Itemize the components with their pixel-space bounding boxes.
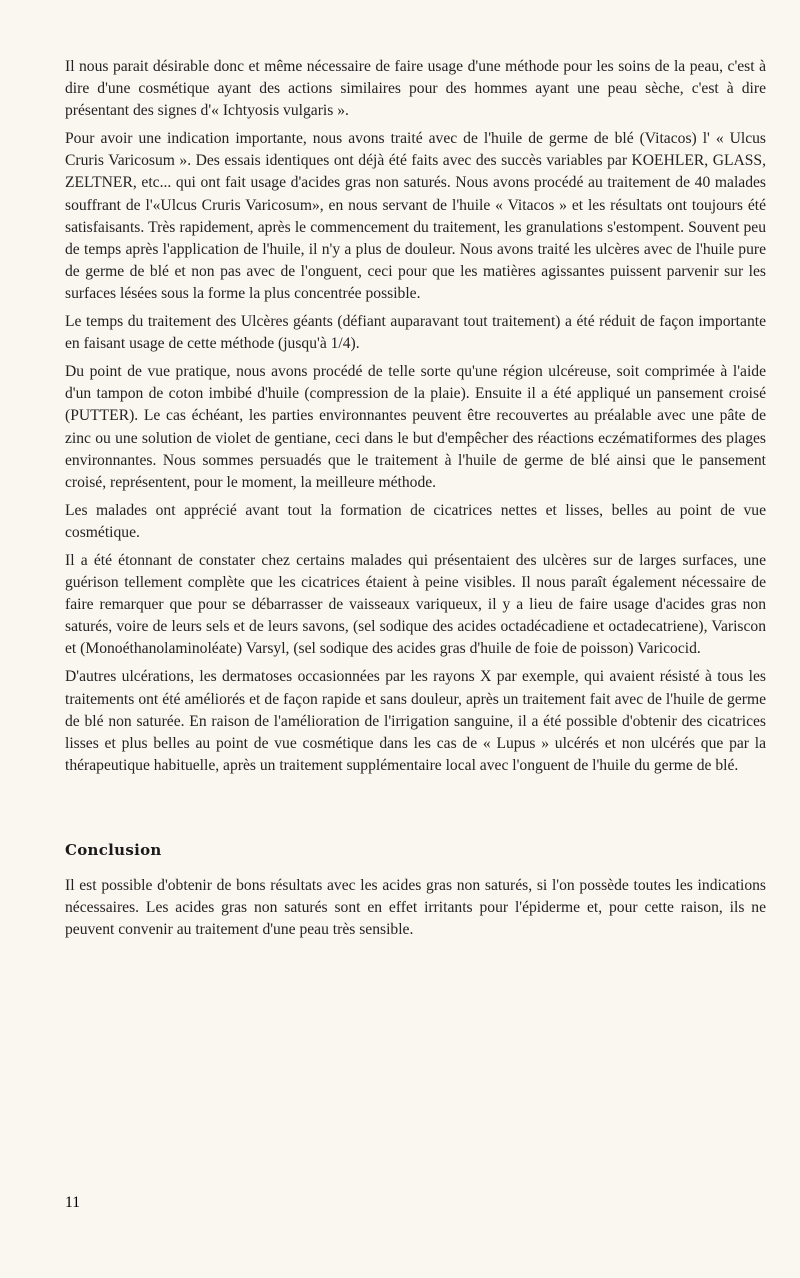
paragraph-ichtyosis: Il nous parait désirable donc et même nécessaire de faire usage d'une méthode pour les soins de la peau, c'est à dire d'une cosmétique ayant des actions similaires pour des hommes ayant une peau sèche, c'est à dire présentant des signes d'« Ichtyosis vulgaris ». [65,58,766,120]
paragraph-other-ulcerations: D'autres ulcérations, les dermatoses occasionnées par les rayons X par exemple, qui avaient résisté à tous les traitements ont été améliorés et de façon rapide et sans douleur, après un traitement fait avec de l'huile de germe de blé non saturée. En raison de l'amélioration de l'irrigation sanguine, il a été possible d'obtenir des cicatrices lisses et plus belles au point de vue cosmétique dans les cas de « Lupus » ulcérés et non ulcérés que par la thérapeutique habituelle, après un traitement supplémentaire local avec l'onguent de l'huile du germe de blé. [65,668,766,774]
paragraph-practical-method: Du point de vue pratique, nous avons procédé de telle sorte qu'une région ulcéreuse, soit comprimée à l'aide d'un tampon de coton imbibé d'huile (compression de la plaie). Ensuite il a été appliqué un pansement croisé (PUTTER). Le cas échéant, les parties environnantes peuvent être recouvertes au préalable avec une pâte de zinc ou une solution de violet de gentiane, ceci dans le but d'empêcher des réactions eczématiformes des plages environnantes. Nous sommes persuadés que le traitement à l'huile de germe de blé ainsi que le pansement croisé, représentent, pour le moment, la meilleure méthode. [65,363,766,491]
paragraph-treatment-time: Le temps du traitement des Ulcères géants (défiant auparavant tout traitement) a été réduit de façon importante en faisant usage de cette méthode (jusqu'à 1/4). [65,313,766,353]
conclusion-paragraph: Il est possible d'obtenir de bons résultats avec les acides gras non saturés, si l'on possède toutes les indications nécessaires. Les acides gras non saturés sont en effet irritants pour l'épiderme et, pour cette raison, ils ne peuvent convenir au traitement d'une peau très sensible. [65,877,766,939]
conclusion-heading: Conclusion [65,840,162,859]
paragraph-ulcus-treatment: Pour avoir une indication importante, nous avons traité avec de l'huile de germe de blé (Vitacos) l' « Ulcus Cruris Varicosum ». Des essais identiques ont déjà été faits avec des succès variables par KOEHLER, GLASS, ZELTNER, etc... qui ont fait usage d'acides gras non saturés. Nous avons procédé au traitement de 40 malades souffrant de l'«Ulcus Cruris Varicosum», en nous servant de l'huile « Vitacos » et les résultats ont toujours été satisfaisants. Très rapidement, après le commencement du traitement, les granulations s'estompent. Souvent peu de temps après l'application de l'huile, il n'y a plus de douleur. Nous avons traité les ulcères avec de l'huile pure de germe de blé et non pas avec de l'onguent, ceci pour que les matières agissantes puissent parvenir sur les surfaces lésées sous la forme la plus concentrée possible. [65,130,766,302]
paragraph-healing: Il a été étonnant de constater chez certains malades qui présentaient des ulcères sur de larges surfaces, une guérison tellement complète que les cicatrices étaient à peine visibles. Il nous paraît également nécessaire de faire remarquer que pour se débarrasser de vaisseaux variqueux, il y a lieu de faire usage d'acides gras non saturés, voire de leurs sels et de leurs savons, (sel sodique des acides octadécadiene et octadecatriene), Variscon et (Monoéthanolaminoléate) Varsyl, (sel sodique des acides gras d'huile de foie de poisson) Varicocid. [65,551,766,658]
paragraph-scars: Les malades ont apprécié avant tout la formation de cicatrices nettes et lisses, belles au point de vue cosmétique. [65,501,766,541]
page-number: 11 [65,1194,81,1211]
